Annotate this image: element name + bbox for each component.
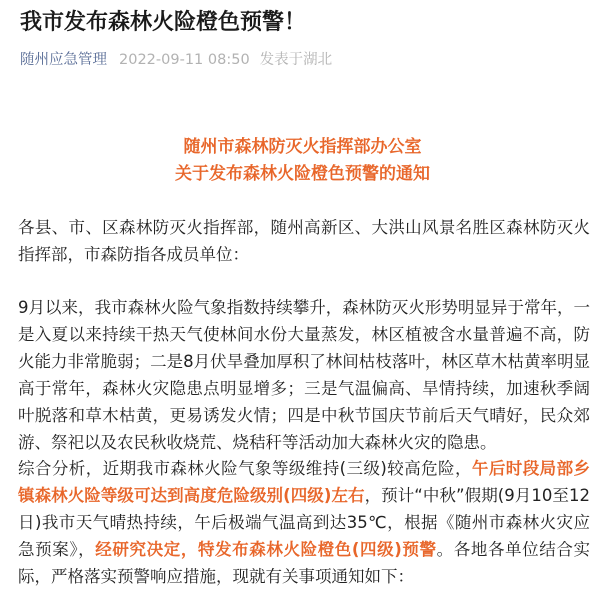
notice-paragraph-background: 9月以来，我市森林火险气象指数持续攀升，森林防灭火形势明显异于常年，一是入夏以来持续干热天气使林间水份大量蒸发，林区植被含水量普遍不高，防火能力非常脆弱；二是8月伏旱叠加厚积了林间枯枝落叶，林区草木枯黄率明显高于常年，森林火灾隐患点明显增多；三是气温偏高、旱情持续，加速秋季阔叶脱落和草木枯黄，更易诱发火情；四是中秋节国庆节前后天气晴好，民众郊游、祭祀以及农民秋收烧荒、烧秸秆等活动加大森林火灾的隐患。 [18, 298, 590, 452]
analysis-text: 。各地各单位结合实际，严格落实预警响应措施，现就有关事项通知如下： [18, 540, 591, 586]
article-title: 我市发布森林火险橙色预警！ [20, 10, 307, 35]
notice-paragraph-analysis [18, 455, 590, 590]
publish-location: 发表于湖北 [259, 52, 333, 68]
notice-heading-subject: 关于发布森林火险橙色预警的通知 [175, 164, 430, 184]
analysis-text: ，预计“中秋”假期(9月10至12日)我市天气晴热持续，午后极端气温高到达35℃，根据《随州市森林火灾应急预案》， [18, 486, 590, 559]
analysis-highlight-risk: 午后时段局部乡镇森林火险等级可达到高度危险级别(四级)左右 [18, 459, 591, 505]
account-name-link[interactable]: 随州应急管理 [20, 52, 107, 68]
analysis-highlight-decision: 经研究决定，特发布森林火险橙色(四级)预警 [95, 540, 437, 559]
notice-addressee: 各县、市、区森林防灭火指挥部，随州高新区、大洪山风景名胜区森林防灭火指挥部，市森防指各成员单位： [18, 218, 590, 264]
article-meta [20, 50, 332, 70]
publish-time: 2022-09-11 08:50 [119, 52, 250, 68]
analysis-text: 综合分析，近期我市森林火险气象等级维持(三级)较高危险， [18, 459, 472, 478]
notice-heading-issuer: 随州市森林防灭火指挥部办公室 [183, 137, 422, 157]
